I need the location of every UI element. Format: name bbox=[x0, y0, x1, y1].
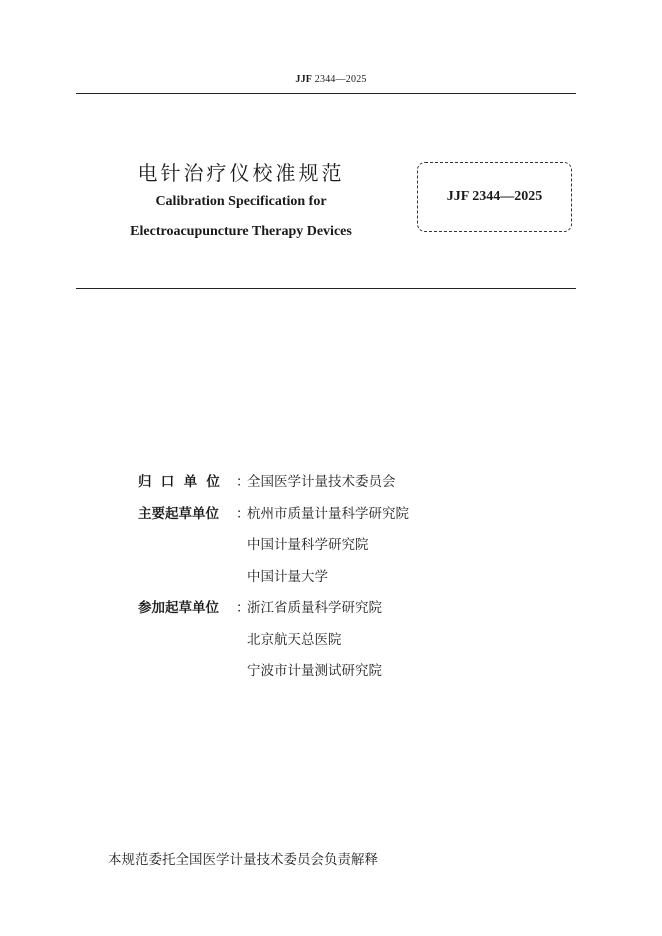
document-title-english-line2: Electroacupuncture Therapy Devices bbox=[130, 224, 352, 239]
running-header-code bbox=[0, 74, 662, 85]
interpretation-note: 本规范委托全国医学计量技术委员会负责解释 bbox=[108, 852, 378, 868]
specification-code-box bbox=[417, 162, 572, 232]
responsible-unit-label: 归口单位 bbox=[138, 474, 230, 490]
specification-code: JJF 2344—2025 bbox=[446, 189, 543, 204]
top-divider bbox=[76, 93, 576, 94]
participating-drafting-unit-value: 北京航天总医院 bbox=[247, 631, 342, 648]
header-code-prefix: JJF bbox=[295, 74, 313, 85]
participating-drafting-unit-colon: ： bbox=[236, 600, 250, 616]
main-drafting-unit-label: 主要起草单位 bbox=[138, 505, 219, 522]
participating-drafting-unit-value: 浙江省质量科学研究院 bbox=[247, 600, 382, 616]
responsible-unit-colon: ： bbox=[236, 474, 250, 490]
document-title-english-line1: Calibration Specification for bbox=[155, 194, 327, 209]
main-drafting-unit-value: 中国计量科学研究院 bbox=[247, 537, 369, 553]
bottom-divider bbox=[76, 288, 576, 289]
main-drafting-unit-value: 杭州市质量计量科学研究院 bbox=[247, 505, 409, 522]
main-drafting-unit-value: 中国计量大学 bbox=[247, 568, 328, 585]
participating-drafting-unit-label: 参加起草单位 bbox=[138, 600, 219, 616]
header-code-number: 2344—2025 bbox=[312, 74, 367, 85]
participating-drafting-unit-value: 宁波市计量测试研究院 bbox=[247, 663, 382, 679]
document-title-chinese: 电针治疗仪校准规范 bbox=[137, 161, 345, 185]
main-drafting-unit-colon: ： bbox=[236, 505, 250, 522]
responsible-unit-value: 全国医学计量技术委员会 bbox=[247, 474, 396, 490]
